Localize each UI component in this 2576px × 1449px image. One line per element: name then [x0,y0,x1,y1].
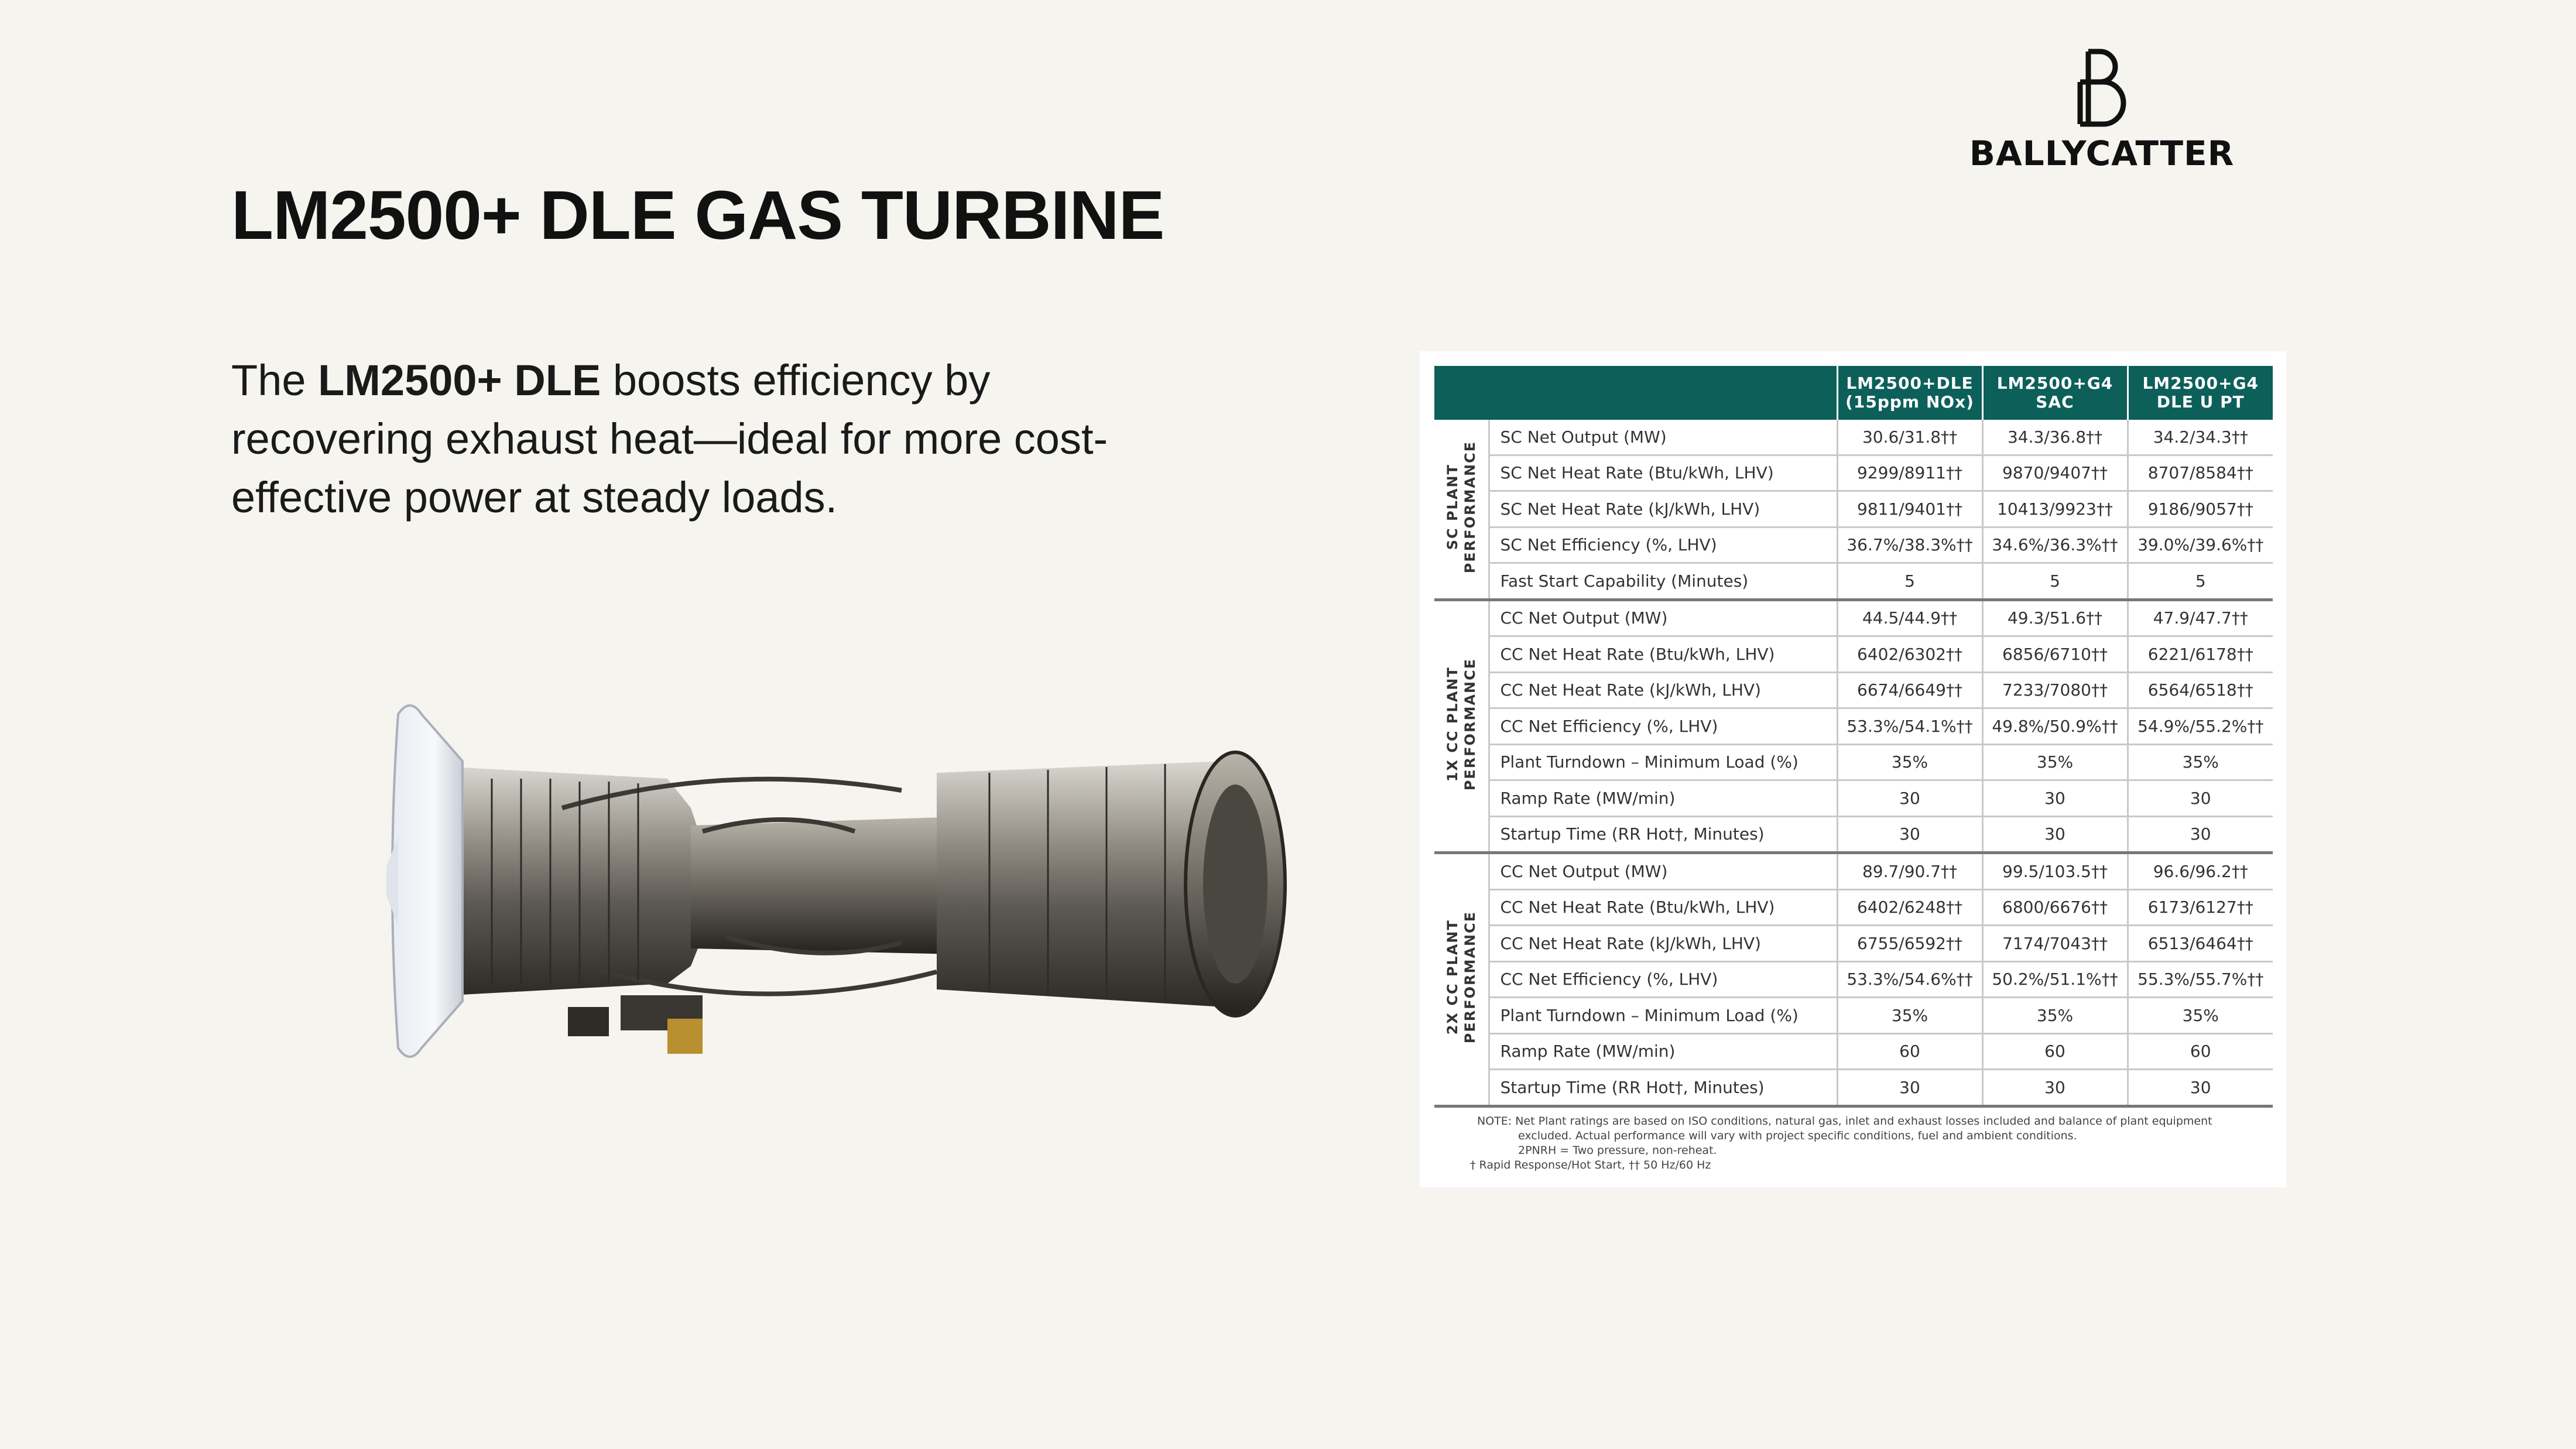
table-cell: 5 [1982,563,2128,600]
row-label: CC Net Efficiency (%, LHV) [1489,961,1837,998]
row-group-label-text [1444,911,1479,1043]
row-group-label-text [1444,658,1479,790]
table-cell: 6800/6676†† [1982,889,2128,926]
table-cell: 6856/6710†† [1982,636,2128,673]
table-row [1434,853,2273,890]
table-row [1434,926,2273,962]
table-cell: 6674/6649†† [1837,672,1982,708]
row-group-line1: SC PLANT [1444,464,1461,550]
table-cell: 9299/8911†† [1837,455,1982,491]
table-row [1434,563,2273,600]
table-cell: 34.3/36.8†† [1982,420,2128,455]
row-group-line2: PERFORMANCE [1461,657,1478,790]
table-cell: 60 [2128,1033,2273,1070]
brand-logo [1961,41,2242,176]
table-cell: 9186/9057†† [2128,491,2273,527]
table-row [1434,491,2273,527]
row-label: Ramp Rate (MW/min) [1489,780,1837,817]
column-header [1837,366,1982,420]
table-row [1434,455,2273,491]
table-cell: 53.3%/54.1%†† [1837,708,1982,745]
row-label: SC Net Heat Rate (Btu/kWh, LHV) [1489,455,1837,491]
row-group-label-text [1444,441,1479,573]
table-cell: 7174/7043†† [1982,926,2128,962]
table-cell: 36.7%/38.3%†† [1837,527,1982,563]
table-cell: 35% [1837,744,1982,780]
footnote-line: NOTE: Net Plant ratings are based on ISO conditions, natural gas, inlet and exhaust losses included and balance of plant equipment [1477,1115,2212,1128]
footnote-line: excluded. Actual performance will vary with project specific conditions, fuel and ambient conditions. [1518,1129,2077,1142]
table-cell: 8707/8584†† [2128,455,2273,491]
table-cell: 30 [2128,780,2273,817]
table-footnote [1470,1114,2273,1173]
row-label: Fast Start Capability (Minutes) [1489,563,1837,600]
table-cell: 44.5/44.9†† [1837,600,1982,636]
row-group-label [1434,600,1489,853]
intro-prefix: The [231,356,318,405]
table-cell: 5 [1837,563,1982,600]
row-label: SC Net Output (MW) [1489,420,1837,455]
table-cell: 35% [1982,744,2128,780]
row-group-line1: 2X CC PLANT [1444,919,1461,1035]
table-cell: 96.6/96.2†† [2128,853,2273,890]
row-label: CC Net Output (MW) [1489,600,1837,636]
table-cell: 30 [1982,780,2128,817]
gas-turbine-engine-illustration [375,691,1335,1066]
table-cell: 49.8%/50.9%†† [1982,708,2128,745]
table-cell: 6513/6464†† [2128,926,2273,962]
row-label: Plant Turndown – Minimum Load (%) [1489,998,1837,1034]
stylized-b-monogram-icon [2075,47,2128,129]
table-cell: 35% [2128,744,2273,780]
table-cell: 30 [1837,780,1982,817]
table-cell: 7233/7080†† [1982,672,2128,708]
table-row [1434,708,2273,745]
intro-paragraph [231,351,1109,527]
row-label: CC Net Output (MW) [1489,853,1837,890]
table-row [1434,1033,2273,1070]
table-cell: 30 [1982,1070,2128,1107]
intro-text: boosts efficiency by recovering exhaust heat—ideal for more cost-effective power at steady loads. [231,356,1108,522]
table-cell: 6402/6302†† [1837,636,1982,673]
table-cell: 53.3%/54.6%†† [1837,961,1982,998]
table-cell: 35% [1982,998,2128,1034]
row-label: CC Net Heat Rate (kJ/kWh, LHV) [1489,926,1837,962]
row-label: SC Net Heat Rate (kJ/kWh, LHV) [1489,491,1837,527]
row-label: CC Net Heat Rate (kJ/kWh, LHV) [1489,672,1837,708]
row-group-label [1434,420,1489,600]
table-cell: 55.3%/55.7%†† [2128,961,2273,998]
column-header-line1: LM2500+DLE [1846,374,1974,393]
table-cell: 35% [1837,998,1982,1034]
column-header-line2: DLE U PT [2156,392,2245,412]
table-cell: 49.3/51.6†† [1982,600,2128,636]
row-label: Ramp Rate (MW/min) [1489,1033,1837,1070]
table-row [1434,600,2273,636]
table-cell: 9870/9407†† [1982,455,2128,491]
performance-table [1434,366,2273,1108]
column-header-line2: (15ppm NOx) [1845,392,1974,412]
table-cell: 30 [1837,816,1982,853]
table-cell: 30 [1982,816,2128,853]
table-cell: 39.0%/39.6%†† [2128,527,2273,563]
table-row [1434,744,2273,780]
table-row [1434,420,2273,455]
table-cell: 6402/6248†† [1837,889,1982,926]
table-cell: 30 [2128,1070,2273,1107]
table-cell: 99.5/103.5†† [1982,853,2128,890]
page-title: LM2500+ DLE GAS TURBINE [231,177,1164,254]
table-cell: 6755/6592†† [1837,926,1982,962]
table-row [1434,889,2273,926]
row-label: Startup Time (RR Hot†, Minutes) [1489,1070,1837,1107]
table-row [1434,998,2273,1034]
table-row [1434,527,2273,563]
table-cell: 30 [1837,1070,1982,1107]
table-row [1434,961,2273,998]
table-cell: 6221/6178†† [2128,636,2273,673]
table-cell: 9811/9401†† [1837,491,1982,527]
table-cell: 6564/6518†† [2128,672,2273,708]
performance-table-panel [1420,351,2286,1187]
table-row [1434,816,2273,853]
table-cell: 47.9/47.7†† [2128,600,2273,636]
table-cell: 34.6%/36.3%†† [1982,527,2128,563]
table-row [1434,636,2273,673]
intro-bold-product: LM2500+ DLE [318,356,601,405]
table-row [1434,1070,2273,1107]
table-header-row [1434,366,2273,420]
row-group-line2: PERFORMANCE [1461,440,1478,573]
table-row [1434,780,2273,817]
row-label: CC Net Efficiency (%, LHV) [1489,708,1837,745]
row-group-line1: 1X CC PLANT [1444,666,1461,782]
table-cell: 50.2%/51.1%†† [1982,961,2128,998]
table-cell: 34.2/34.3†† [2128,420,2273,455]
table-cell: 5 [2128,563,2273,600]
table-cell: 89.7/90.7†† [1837,853,1982,890]
row-group-label [1434,853,1489,1107]
row-label: Startup Time (RR Hot†, Minutes) [1489,816,1837,853]
table-cell: 60 [1982,1033,2128,1070]
column-header [2128,366,2273,420]
performance-table-body [1434,420,2273,1106]
row-label: SC Net Efficiency (%, LHV) [1489,527,1837,563]
table-row [1434,672,2273,708]
footnote-line: 2PNRH = Two pressure, non-reheat. [1518,1144,1717,1157]
table-cell: 60 [1837,1033,1982,1070]
column-header-line1: LM2500+G4 [2142,374,2259,393]
row-label: CC Net Heat Rate (Btu/kWh, LHV) [1489,636,1837,673]
table-cell: 30.6/31.8†† [1837,420,1982,455]
row-group-line2: PERFORMANCE [1461,911,1478,1044]
table-cell: 54.9%/55.2%†† [2128,708,2273,745]
column-header-line1: LM2500+G4 [1996,374,2113,393]
table-cell: 10413/9923†† [1982,491,2128,527]
table-cell: 30 [2128,816,2273,853]
table-cell: 35% [2128,998,2273,1034]
footnote-line: † Rapid Response/Hot Start, †† 50 Hz/60 Hz [1470,1159,1711,1171]
row-label: Plant Turndown – Minimum Load (%) [1489,744,1837,780]
column-header [1982,366,2128,420]
row-label: CC Net Heat Rate (Btu/kWh, LHV) [1489,889,1837,926]
table-cell: 6173/6127†† [2128,889,2273,926]
brand-name: BALLYCATTER [1969,133,2235,173]
column-header-line2: SAC [2036,392,2074,412]
table-header-blank [1434,366,1837,420]
